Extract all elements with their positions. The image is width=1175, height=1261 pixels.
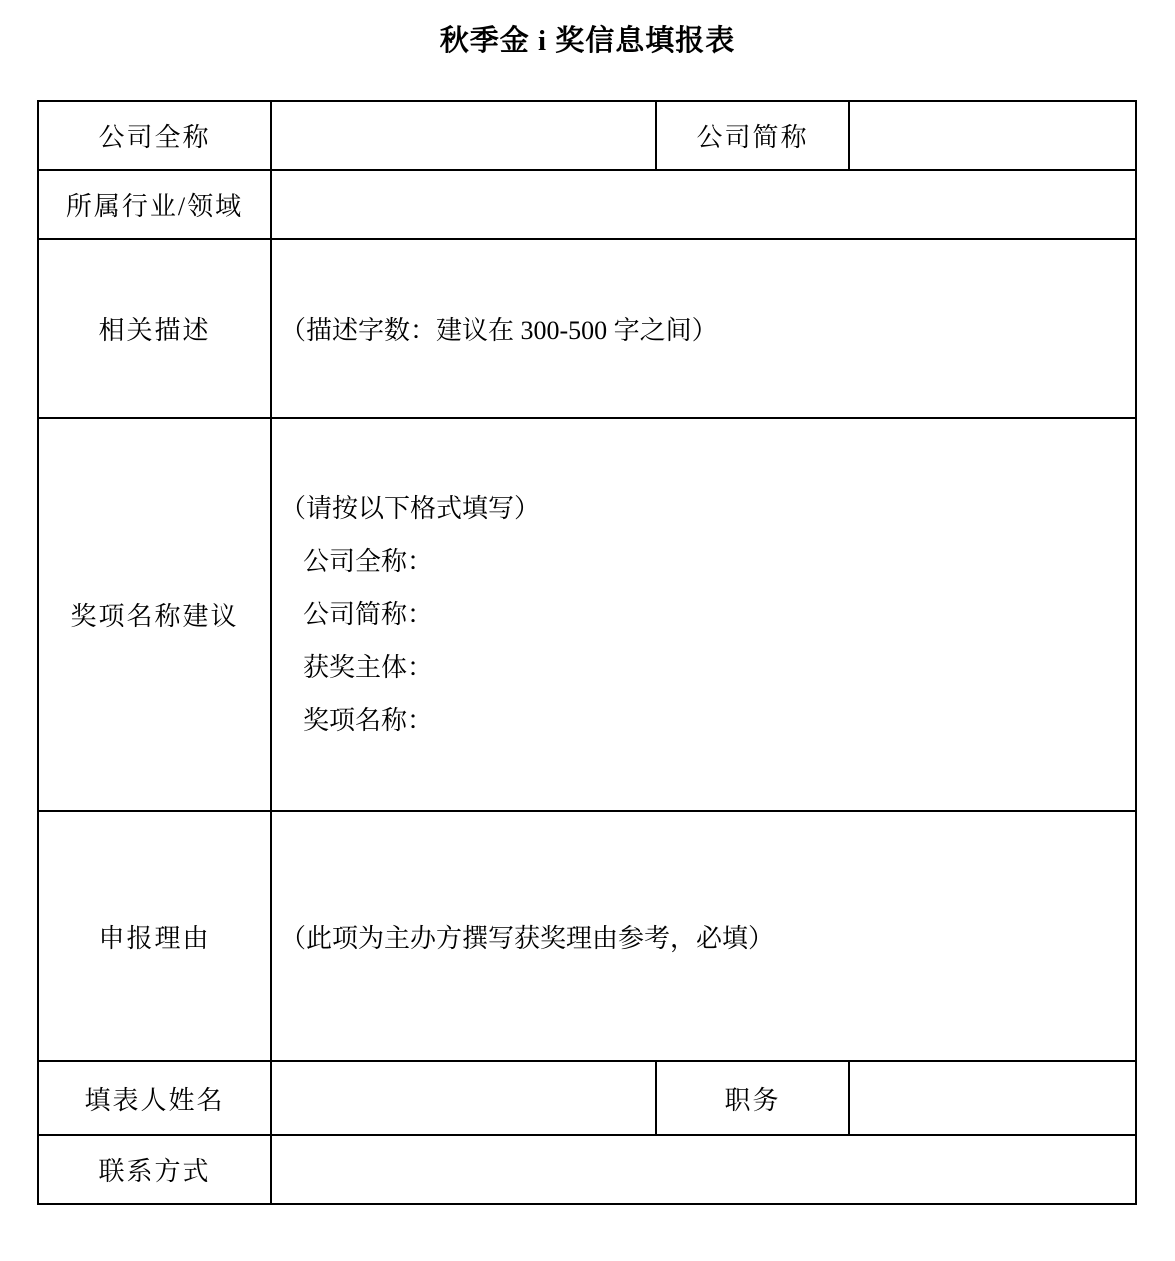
contact-label: 联系方式 xyxy=(38,1135,271,1204)
row-application-reason xyxy=(38,811,1136,1061)
award-format-line-award-subject: 获奖主体： xyxy=(303,653,434,682)
award-format-line-award-name: 奖项名称： xyxy=(303,706,434,735)
row-description xyxy=(38,239,1136,418)
row-award-name-suggestion xyxy=(38,418,1136,811)
row-company-names xyxy=(38,101,1136,170)
application-reason-hint-text: （此项为主办方撰写获奖理由参考，必填） xyxy=(280,923,775,953)
filler-name-label: 填表人姓名 xyxy=(38,1061,271,1135)
row-contact xyxy=(38,1135,1136,1204)
application-reason-label: 申报理由 xyxy=(38,811,271,1061)
award-name-suggestion-input-cell[interactable] xyxy=(271,418,1136,811)
contact-input-cell[interactable] xyxy=(271,1135,1136,1204)
form-title: 秋季金 i 奖信息填报表 xyxy=(439,25,736,57)
description-label: 相关描述 xyxy=(38,239,271,418)
award-format-line-company-full-name: 公司全称： xyxy=(303,547,434,576)
company-short-name-label: 公司简称 xyxy=(656,101,849,170)
position-label: 职务 xyxy=(656,1061,849,1135)
award-format-line-company-short-name: 公司简称： xyxy=(303,600,434,629)
row-filler-info xyxy=(38,1061,1136,1135)
award-name-suggestion-label: 奖项名称建议 xyxy=(38,418,271,811)
award-format-hint: （请按以下格式填写） xyxy=(280,494,541,523)
company-full-name-input-cell[interactable] xyxy=(271,101,656,170)
description-hint-text: （描述字数：建议在 300-500 字之间） xyxy=(280,316,718,345)
position-input-cell[interactable] xyxy=(849,1061,1136,1135)
industry-input-cell[interactable] xyxy=(271,170,1136,239)
row-industry xyxy=(38,170,1136,239)
company-short-name-input-cell[interactable] xyxy=(849,101,1136,170)
award-info-form-table xyxy=(37,100,1137,1205)
description-input-cell[interactable] xyxy=(271,239,1136,418)
filler-name-input-cell[interactable] xyxy=(271,1061,656,1135)
application-reason-input-cell[interactable] xyxy=(271,811,1136,1061)
industry-label: 所属行业/领域 xyxy=(38,170,271,239)
company-full-name-label: 公司全称 xyxy=(38,101,271,170)
